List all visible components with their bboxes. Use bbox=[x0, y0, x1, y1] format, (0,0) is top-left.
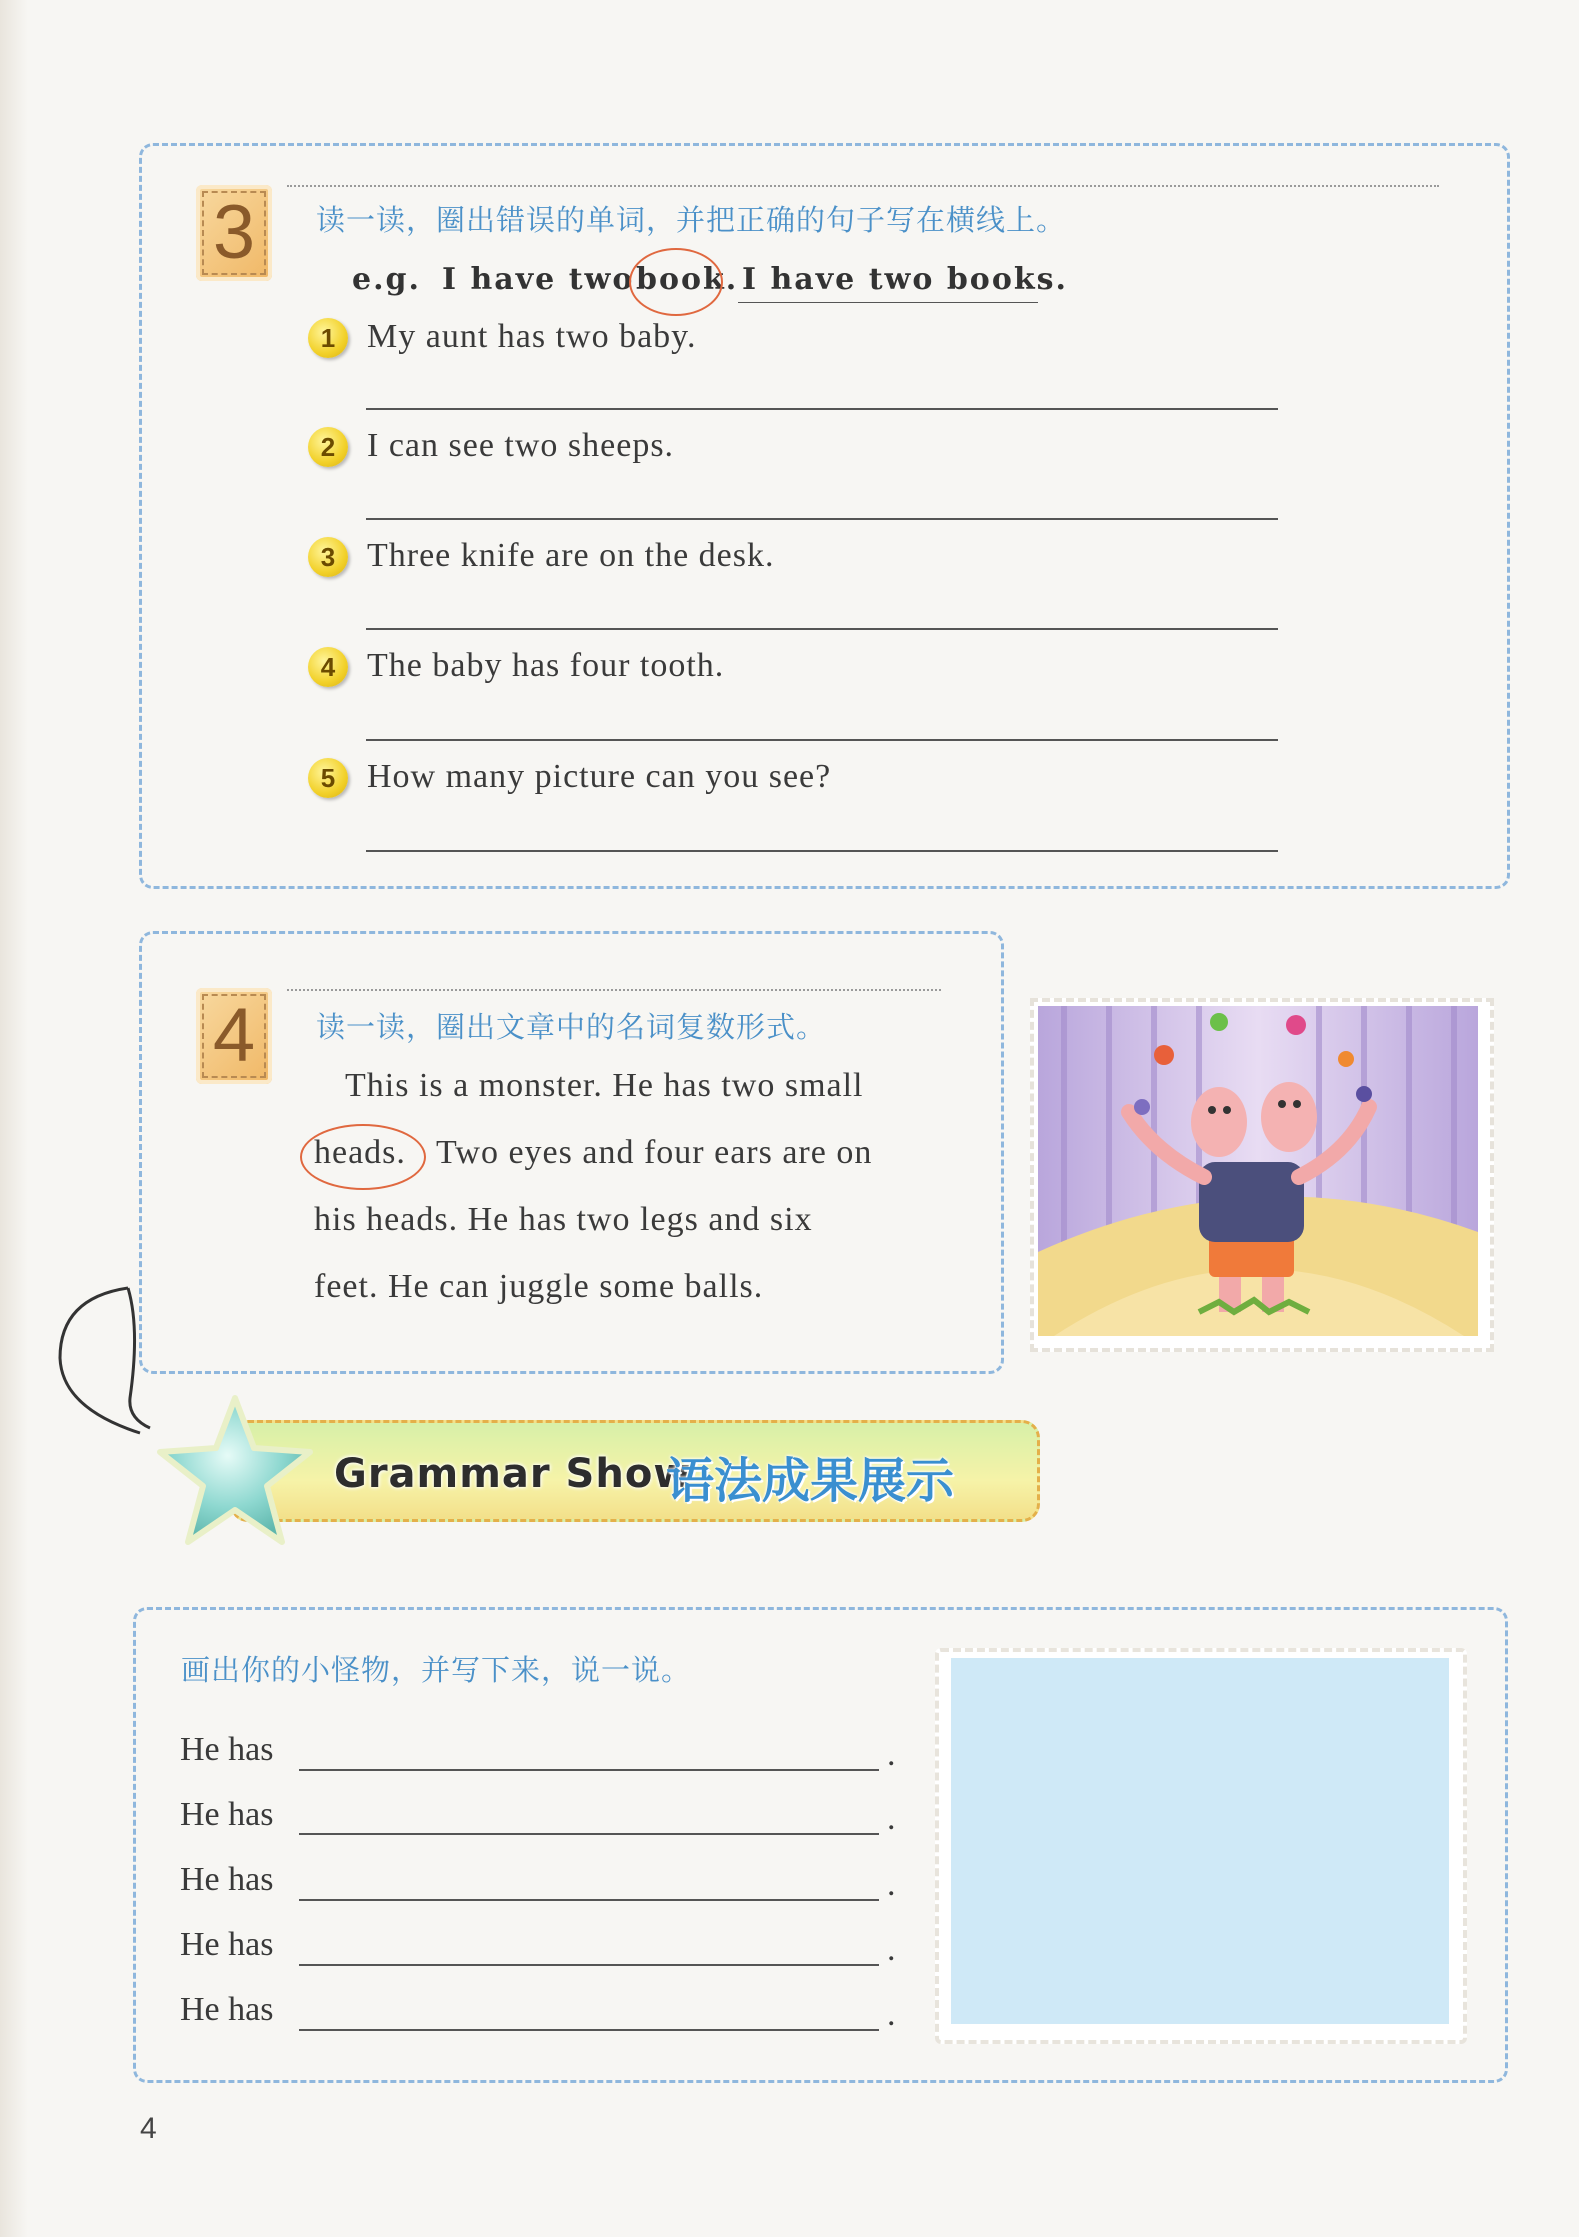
item-5-sentence: How many picture can you see? bbox=[367, 758, 832, 795]
item-2-sentence: I can see two sheeps. bbox=[367, 427, 675, 464]
example-sentence-start: I have two bbox=[442, 262, 635, 297]
item-5-number-badge: 5 bbox=[308, 758, 348, 798]
he-has-line-1-label: He has bbox=[180, 1731, 274, 1768]
item-3-sentence: Three knife are on the desk. bbox=[367, 537, 775, 574]
item-5-answer-line[interactable] bbox=[366, 850, 1278, 852]
example-prefix: e.g. bbox=[352, 262, 421, 297]
exercise-3-instruction: 读一读，圈出错误的单词，并把正确的句子写在横线上。 bbox=[316, 203, 1067, 237]
he-has-line-5-blank[interactable] bbox=[299, 2029, 879, 2031]
item-1-answer-line[interactable] bbox=[366, 408, 1278, 410]
page-binding-edge bbox=[0, 0, 28, 2237]
drawing-area[interactable] bbox=[951, 1658, 1449, 2024]
passage-line-3: his heads. He has two legs and six bbox=[314, 1201, 813, 1238]
he-has-line-1-period: . bbox=[887, 1736, 896, 1773]
he-has-line-4-label: He has bbox=[180, 1926, 274, 1963]
example-wrong-word: book. bbox=[636, 262, 739, 297]
he-has-line-3-label: He has bbox=[180, 1861, 274, 1898]
example-answer-underline bbox=[738, 302, 1038, 303]
banner-title-chinese: 语法成果展示 bbox=[666, 1453, 955, 1509]
juggling-monster-picture bbox=[1034, 1002, 1482, 1340]
exercise-4-number: 4 bbox=[202, 994, 266, 1078]
he-has-line-4-blank[interactable] bbox=[299, 1964, 879, 1966]
he-has-line-4-period: . bbox=[887, 1931, 896, 1968]
exercise-3-number-badge bbox=[196, 185, 272, 281]
banner-title-english: Grammar Show bbox=[334, 1451, 692, 1497]
he-has-line-5-label: He has bbox=[180, 1991, 274, 2028]
item-1-sentence: My aunt has two baby. bbox=[367, 318, 697, 355]
item-2-number-badge: 2 bbox=[308, 427, 348, 467]
he-has-line-3-blank[interactable] bbox=[299, 1899, 879, 1901]
grammar-show-instruction: 画出你的小怪物，并写下来，说一说。 bbox=[181, 1653, 692, 1687]
passage-plural-circle bbox=[300, 1124, 426, 1190]
item-2-answer-line[interactable] bbox=[366, 518, 1278, 520]
item-3-number-badge: 3 bbox=[308, 537, 348, 577]
item-1-number-badge: 1 bbox=[308, 318, 348, 358]
he-has-line-2-label: He has bbox=[180, 1796, 274, 1833]
exercise-4-instruction: 读一读，圈出文章中的名词复数形式。 bbox=[316, 1010, 827, 1044]
he-has-line-1-blank[interactable] bbox=[299, 1769, 879, 1771]
item-3-answer-line[interactable] bbox=[366, 628, 1278, 630]
example-correct-sentence: I have two books. bbox=[742, 262, 1068, 297]
passage-line-1: This is a monster. He has two small bbox=[345, 1067, 864, 1104]
passage-line-2: Two eyes and four ears are on bbox=[436, 1134, 873, 1171]
exercise-4-dotted-rule bbox=[287, 989, 941, 991]
exercise-3-dotted-rule bbox=[287, 185, 1439, 187]
he-has-line-3-period: . bbox=[887, 1866, 896, 1903]
item-4-sentence: The baby has four tooth. bbox=[367, 647, 725, 684]
he-has-line-2-period: . bbox=[887, 1800, 896, 1837]
exercise-4-number-badge bbox=[196, 988, 272, 1084]
item-4-answer-line[interactable] bbox=[366, 739, 1278, 741]
passage-line-4: feet. He can juggle some balls. bbox=[314, 1268, 764, 1305]
monster-illustration bbox=[1030, 998, 1494, 1352]
he-has-line-5-period: . bbox=[887, 1996, 896, 2033]
page-number: 4 bbox=[140, 2112, 157, 2145]
he-has-line-2-blank[interactable] bbox=[299, 1833, 879, 1835]
passage-circled-word: heads. bbox=[314, 1134, 406, 1171]
example-error-circle bbox=[629, 248, 723, 316]
exercise-3-number: 3 bbox=[202, 191, 266, 275]
star-icon bbox=[150, 1390, 320, 1560]
item-4-number-badge: 4 bbox=[308, 647, 348, 687]
